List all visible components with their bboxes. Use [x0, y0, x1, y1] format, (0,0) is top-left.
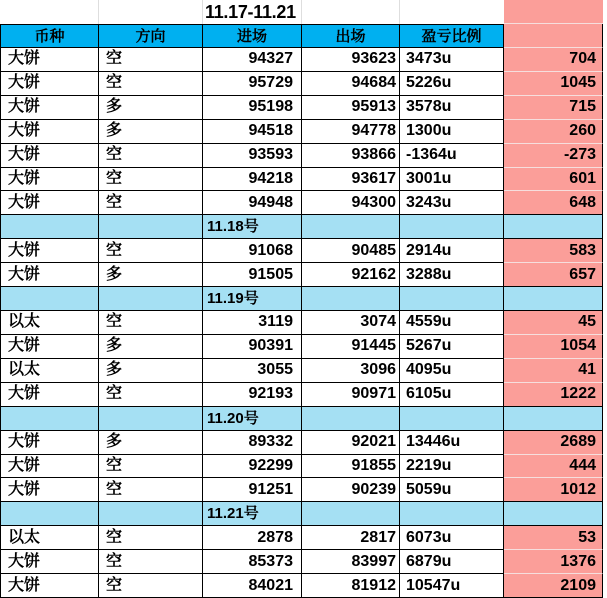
cell-direction[interactable]: 多	[99, 96, 203, 120]
cell-direction[interactable]: 空	[99, 383, 203, 407]
cell-direction[interactable]: 多	[99, 359, 203, 383]
cell-coin[interactable]: 以太	[0, 526, 99, 550]
day-separator-cell[interactable]	[400, 287, 504, 311]
cell-entry[interactable]: 91251	[203, 478, 302, 502]
result-column-top-cell	[504, 0, 603, 24]
cell-result[interactable]: 41	[504, 359, 603, 383]
cell-direction[interactable]: 空	[99, 455, 203, 479]
cell-exit[interactable]: 2817	[302, 526, 400, 550]
cell-pnl[interactable]: 10547u	[400, 574, 504, 598]
cell-direction[interactable]: 空	[99, 478, 203, 502]
day-separator-cell[interactable]	[99, 407, 203, 431]
cell-result[interactable]: 260	[504, 120, 603, 144]
cell-direction[interactable]: 多	[99, 263, 203, 287]
cell-direction[interactable]: 空	[99, 311, 203, 335]
day-separator-cell[interactable]	[302, 502, 400, 526]
cell-entry[interactable]: 89332	[203, 431, 302, 455]
header-result[interactable]	[504, 24, 603, 48]
cell-result[interactable]: 2109	[504, 574, 603, 598]
cell-result[interactable]: 53	[504, 526, 603, 550]
date-range-title: 11.17-11.21	[203, 0, 302, 24]
cell-result[interactable]: -273	[504, 144, 603, 168]
cell-entry[interactable]: 93593	[203, 144, 302, 168]
header-direction[interactable]: 方向	[99, 24, 203, 48]
cell-coin[interactable]: 大饼	[0, 191, 99, 215]
cell-entry[interactable]: 92299	[203, 455, 302, 479]
cell-coin[interactable]: 大饼	[0, 574, 99, 598]
cell-result[interactable]: 444	[504, 455, 603, 479]
cell-exit[interactable]: 81912	[302, 574, 400, 598]
cell-entry[interactable]: 94218	[203, 168, 302, 192]
cell-direction[interactable]: 空	[99, 48, 203, 72]
day-separator-cell[interactable]	[0, 502, 99, 526]
cell-exit[interactable]: 91855	[302, 455, 400, 479]
day-separator-result-cell[interactable]	[504, 502, 603, 526]
cell-coin[interactable]: 大饼	[0, 144, 99, 168]
day-separator-result-cell[interactable]	[504, 287, 603, 311]
cell-coin[interactable]: 大饼	[0, 455, 99, 479]
cell-direction[interactable]: 多	[99, 335, 203, 359]
cell-exit[interactable]: 94300	[302, 191, 400, 215]
cell-exit[interactable]: 93617	[302, 168, 400, 192]
cell-result[interactable]: 657	[504, 263, 603, 287]
cell-pnl[interactable]: -1364u	[400, 144, 504, 168]
cell-result[interactable]: 1012	[504, 478, 603, 502]
cell-pnl[interactable]: 6105u	[400, 383, 504, 407]
cell-direction[interactable]: 空	[99, 526, 203, 550]
header-exit[interactable]: 出场	[302, 24, 400, 48]
cell-coin[interactable]: 大饼	[0, 239, 99, 263]
cell-pnl[interactable]: 5059u	[400, 478, 504, 502]
cell-direction[interactable]: 空	[99, 574, 203, 598]
cell-pnl[interactable]: 6879u	[400, 550, 504, 574]
cell-entry[interactable]: 2878	[203, 526, 302, 550]
day-separator-cell[interactable]	[99, 215, 203, 239]
day-separator-cell[interactable]	[302, 215, 400, 239]
cell-pnl[interactable]: 3578u	[400, 96, 504, 120]
header-entry[interactable]: 进场	[203, 24, 302, 48]
title-row-spacer	[0, 0, 99, 24]
cell-result[interactable]: 601	[504, 168, 603, 192]
cell-pnl[interactable]: 5267u	[400, 335, 504, 359]
cell-direction[interactable]: 空	[99, 191, 203, 215]
cell-exit[interactable]: 3074	[302, 311, 400, 335]
cell-entry[interactable]: 91505	[203, 263, 302, 287]
cell-exit[interactable]: 95913	[302, 96, 400, 120]
cell-coin[interactable]: 以太	[0, 359, 99, 383]
cell-coin[interactable]: 大饼	[0, 48, 99, 72]
day-separator-cell[interactable]	[0, 407, 99, 431]
cell-entry[interactable]: 95198	[203, 96, 302, 120]
cell-result[interactable]: 1222	[504, 383, 603, 407]
cell-entry[interactable]: 94948	[203, 191, 302, 215]
cell-pnl[interactable]: 3001u	[400, 168, 504, 192]
header-coin[interactable]: 币种	[0, 24, 99, 48]
day-separator-cell[interactable]	[302, 407, 400, 431]
cell-pnl[interactable]: 13446u	[400, 431, 504, 455]
cell-direction[interactable]: 空	[99, 239, 203, 263]
cell-exit[interactable]: 93623	[302, 48, 400, 72]
cell-result[interactable]: 45	[504, 311, 603, 335]
day-separator-result-cell[interactable]	[504, 215, 603, 239]
cell-entry[interactable]: 95729	[203, 72, 302, 96]
cell-exit[interactable]: 93866	[302, 144, 400, 168]
title-row-spacer	[302, 0, 400, 24]
cell-direction[interactable]: 空	[99, 72, 203, 96]
day-separator-cell[interactable]	[99, 502, 203, 526]
cell-result[interactable]: 704	[504, 48, 603, 72]
cell-coin[interactable]: 大饼	[0, 120, 99, 144]
day-separator-label[interactable]: 11.19号	[203, 287, 302, 311]
cell-coin[interactable]: 大饼	[0, 550, 99, 574]
cell-pnl[interactable]: 2914u	[400, 239, 504, 263]
title-row-spacer	[400, 0, 504, 24]
day-separator-cell[interactable]	[0, 215, 99, 239]
cell-pnl[interactable]: 3473u	[400, 48, 504, 72]
cell-exit[interactable]: 91445	[302, 335, 400, 359]
day-separator-cell[interactable]	[302, 287, 400, 311]
cell-coin[interactable]: 大饼	[0, 335, 99, 359]
cell-entry[interactable]: 3119	[203, 311, 302, 335]
cell-result[interactable]: 1054	[504, 335, 603, 359]
day-separator-label[interactable]: 11.20号	[203, 407, 302, 431]
cell-pnl[interactable]: 6073u	[400, 526, 504, 550]
cell-coin[interactable]: 大饼	[0, 478, 99, 502]
cell-exit[interactable]: 94778	[302, 120, 400, 144]
day-separator-cell[interactable]	[99, 287, 203, 311]
day-separator-cell[interactable]	[400, 502, 504, 526]
cell-direction[interactable]: 空	[99, 144, 203, 168]
cell-result[interactable]: 583	[504, 239, 603, 263]
cell-result[interactable]: 2689	[504, 431, 603, 455]
cell-entry[interactable]: 94327	[203, 48, 302, 72]
cell-exit[interactable]: 94684	[302, 72, 400, 96]
cell-coin[interactable]: 以太	[0, 311, 99, 335]
cell-pnl[interactable]: 4095u	[400, 359, 504, 383]
cell-direction[interactable]: 空	[99, 550, 203, 574]
day-separator-label[interactable]: 11.21号	[203, 502, 302, 526]
cell-pnl[interactable]: 1300u	[400, 120, 504, 144]
cell-result[interactable]: 648	[504, 191, 603, 215]
day-separator-label[interactable]: 11.18号	[203, 215, 302, 239]
cell-pnl[interactable]: 3243u	[400, 191, 504, 215]
cell-entry[interactable]: 94518	[203, 120, 302, 144]
cell-pnl[interactable]: 2219u	[400, 455, 504, 479]
cell-exit[interactable]: 3096	[302, 359, 400, 383]
cell-exit[interactable]: 90971	[302, 383, 400, 407]
cell-entry[interactable]: 92193	[203, 383, 302, 407]
cell-coin[interactable]: 大饼	[0, 96, 99, 120]
cell-entry[interactable]: 91068	[203, 239, 302, 263]
cell-pnl[interactable]: 3288u	[400, 263, 504, 287]
day-separator-cell[interactable]	[400, 215, 504, 239]
cell-entry[interactable]: 85373	[203, 550, 302, 574]
cell-direction[interactable]: 空	[99, 168, 203, 192]
cell-result[interactable]: 715	[504, 96, 603, 120]
cell-exit[interactable]: 92162	[302, 263, 400, 287]
cell-coin[interactable]: 大饼	[0, 168, 99, 192]
cell-entry[interactable]: 84021	[203, 574, 302, 598]
cell-direction[interactable]: 多	[99, 431, 203, 455]
cell-coin[interactable]: 大饼	[0, 72, 99, 96]
cell-pnl[interactable]: 5226u	[400, 72, 504, 96]
day-separator-cell[interactable]	[400, 407, 504, 431]
cell-pnl[interactable]: 4559u	[400, 311, 504, 335]
title-row-spacer	[99, 0, 203, 24]
cell-result[interactable]: 1376	[504, 550, 603, 574]
day-separator-result-cell[interactable]	[504, 407, 603, 431]
cell-exit[interactable]: 83997	[302, 550, 400, 574]
cell-result[interactable]: 1045	[504, 72, 603, 96]
cell-coin[interactable]: 大饼	[0, 263, 99, 287]
cell-entry[interactable]: 90391	[203, 335, 302, 359]
cell-coin[interactable]: 大饼	[0, 383, 99, 407]
header-pnl[interactable]: 盈亏比例	[400, 24, 504, 48]
cell-coin[interactable]: 大饼	[0, 431, 99, 455]
cell-exit[interactable]: 90485	[302, 239, 400, 263]
cell-exit[interactable]: 90239	[302, 478, 400, 502]
cell-direction[interactable]: 多	[99, 120, 203, 144]
cell-entry[interactable]: 3055	[203, 359, 302, 383]
day-separator-cell[interactable]	[0, 287, 99, 311]
cell-exit[interactable]: 92021	[302, 431, 400, 455]
